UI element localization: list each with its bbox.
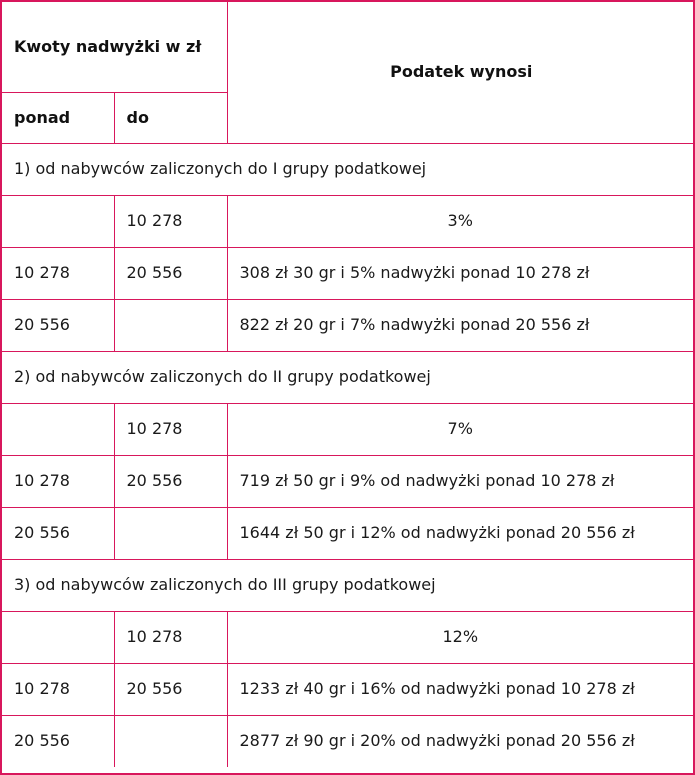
table-row [2,455,693,507]
cell-to: 10 278 [114,403,227,455]
table-row [2,715,693,767]
table-row [2,299,693,351]
cell-tax: 7% [227,403,693,455]
table-row [2,403,693,455]
cell-to: 10 278 [114,195,227,247]
group-label: 2) od nabywców zaliczonych do II grupy podatkowej [2,351,693,403]
header-tax: Podatek wynosi [227,2,693,143]
group-label: 3) od nabywców zaliczonych do III grupy podatkowej [2,559,693,611]
cell-tax: 1644 zł 50 gr i 12% od nadwyżki ponad 20 556 zł [227,507,693,559]
cell-to [114,507,227,559]
table-row [2,663,693,715]
cell-tax: 12% [227,611,693,663]
cell-to: 20 556 [114,663,227,715]
cell-over: 10 278 [2,247,114,299]
cell-over: 10 278 [2,663,114,715]
table-row [2,195,693,247]
cell-over: 20 556 [2,299,114,351]
cell-over [2,611,114,663]
table-row [2,247,693,299]
cell-over [2,195,114,247]
cell-over: 20 556 [2,715,114,767]
cell-tax: 822 zł 20 gr i 7% nadwyżki ponad 20 556 zł [227,299,693,351]
cell-over: 10 278 [2,455,114,507]
cell-tax: 1233 zł 40 gr i 16% od nadwyżki ponad 10 278 zł [227,663,693,715]
tax-table [2,2,693,767]
cell-tax: 719 zł 50 gr i 9% od nadwyżki ponad 10 278 zł [227,455,693,507]
table-row [2,611,693,663]
cell-tax: 308 zł 30 gr i 5% nadwyżki ponad 10 278 zł [227,247,693,299]
cell-to: 20 556 [114,455,227,507]
cell-over: 20 556 [2,507,114,559]
header-to: do [114,92,227,143]
header-amounts: Kwoty nadwyżki w zł [2,2,227,92]
cell-to [114,715,227,767]
cell-to: 10 278 [114,611,227,663]
group-row [2,143,693,195]
group-row [2,351,693,403]
table-row [2,507,693,559]
cell-tax: 2877 zł 90 gr i 20% od nadwyżki ponad 20 556 zł [227,715,693,767]
cell-tax: 3% [227,195,693,247]
cell-to [114,299,227,351]
header-over: ponad [2,92,114,143]
cell-over [2,403,114,455]
group-row [2,559,693,611]
group-label: 1) od nabywców zaliczonych do I grupy podatkowej [2,143,693,195]
cell-to: 20 556 [114,247,227,299]
table-header-row [2,2,693,92]
